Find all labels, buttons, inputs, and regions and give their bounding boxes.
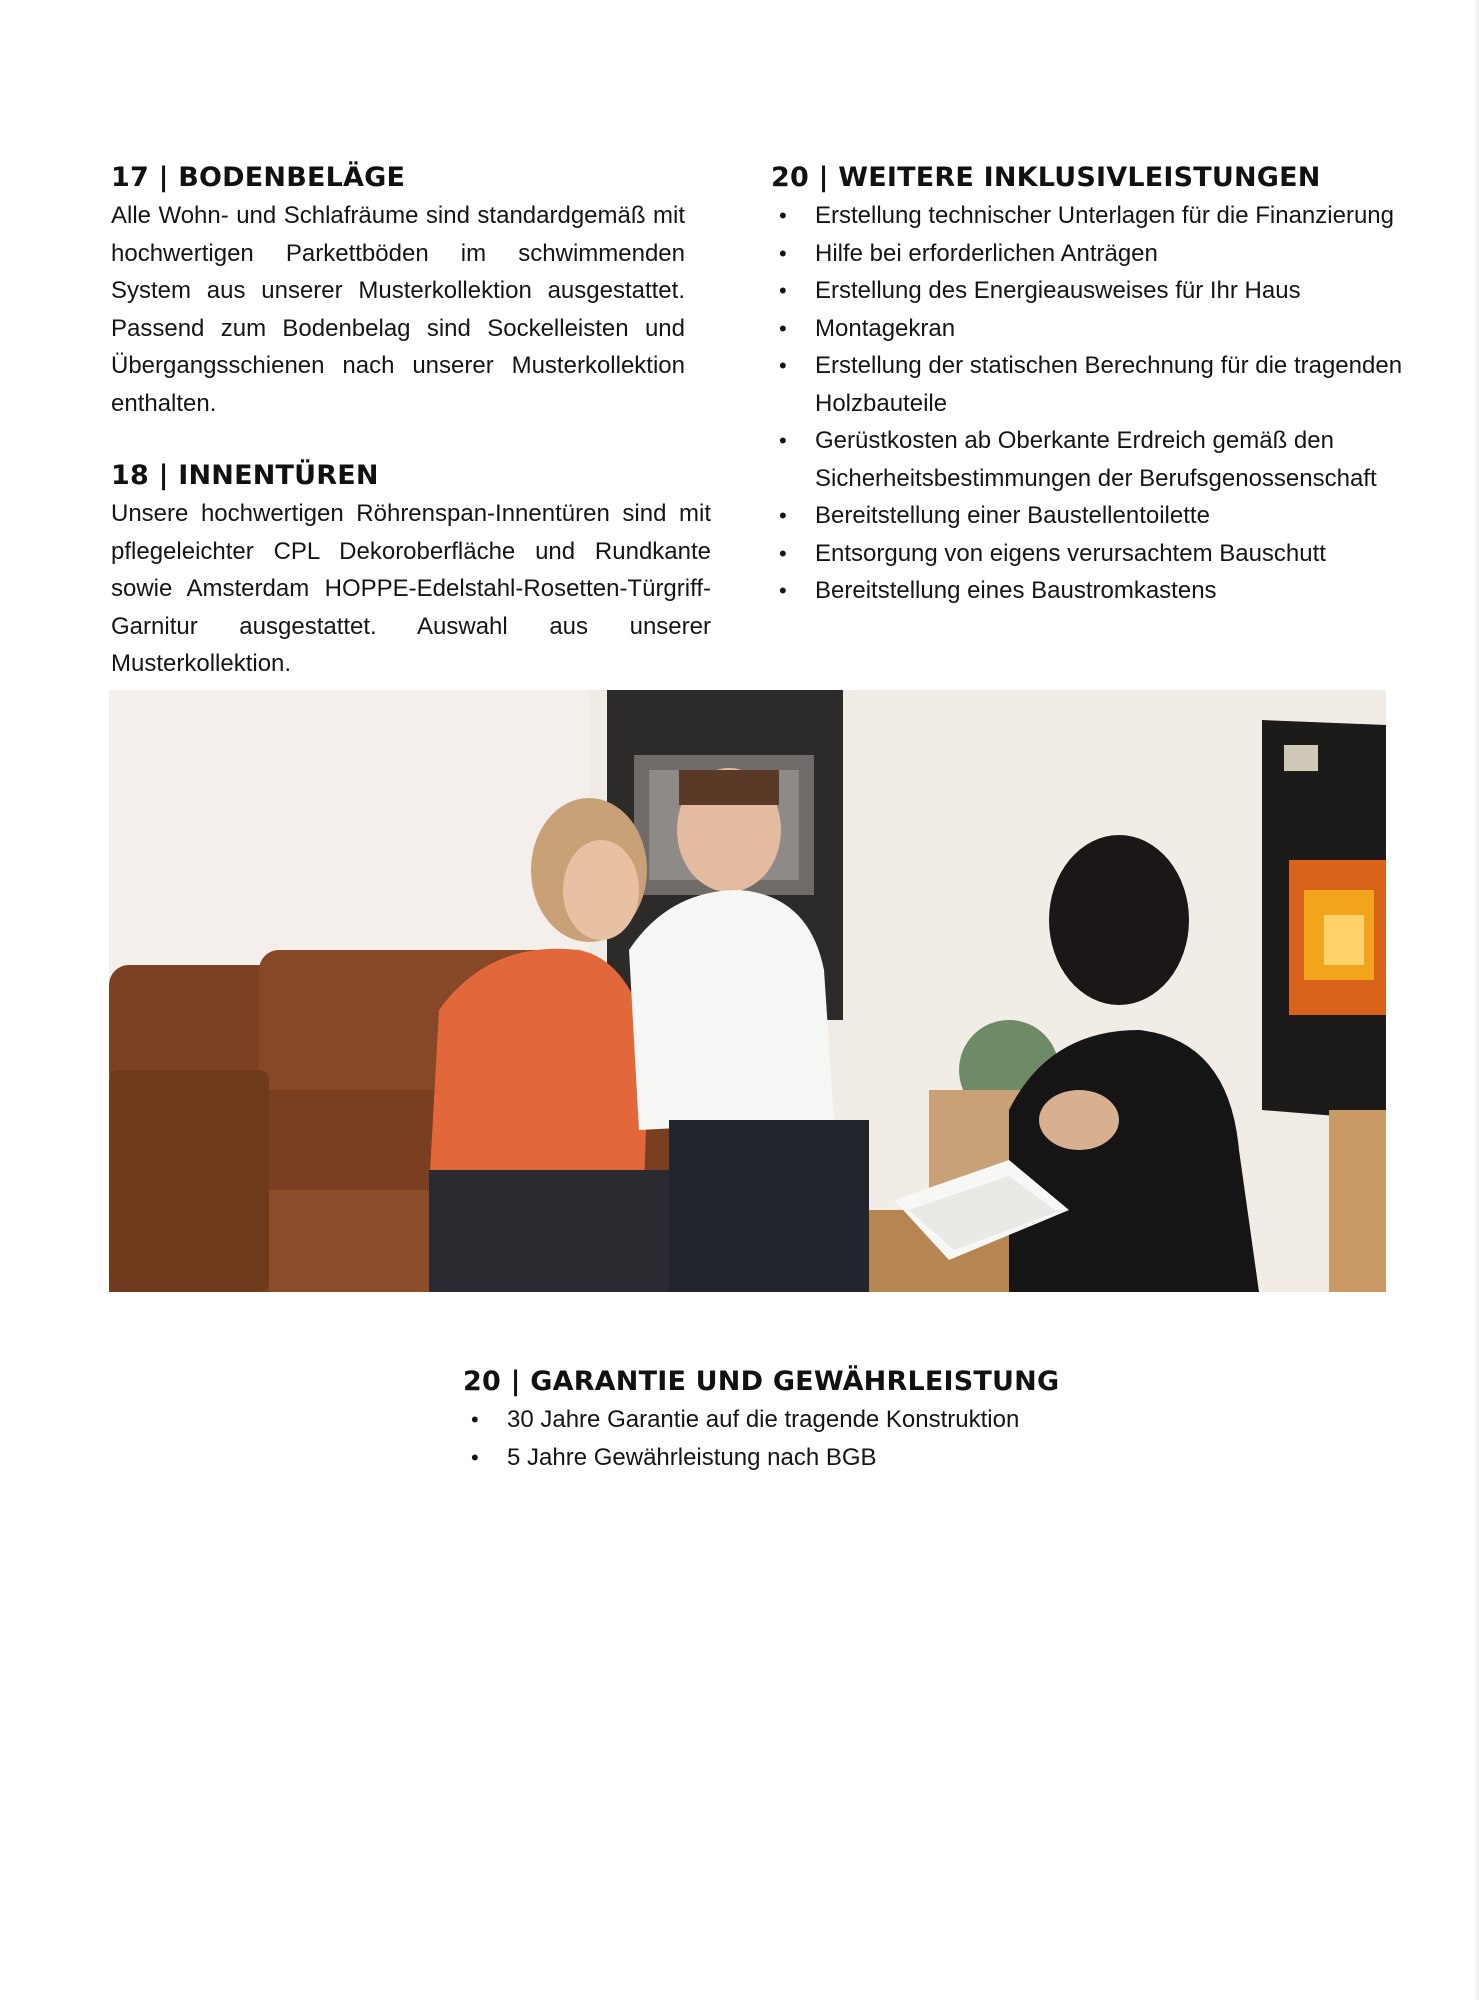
consultation-photo [109, 690, 1386, 1292]
text-line: Musterkollektion. [111, 650, 292, 677]
bullet-list [463, 1401, 1063, 1476]
list-item: • 5 Jahre Gewährleistung nach BGB [463, 1439, 1063, 1477]
text-line: mit pflegeleichter CPL Dekoroberfläche und Rundkante [111, 500, 712, 565]
text-line: Alle Wohn- und Schlafräume sind standardgemäß [111, 202, 646, 229]
list-item: • Bereitstellung einer Baustellentoilette [771, 497, 1411, 535]
section-bodenbelaege [111, 162, 685, 422]
section-heading: 20 | GARANTIE UND GEWÄHRLEISTUNG [463, 1366, 1060, 1397]
text-line: sowie Amsterdam HOPPE-Edelstahl-Rosetten-Türgriff- [111, 575, 711, 602]
bullet-icon: • [471, 1407, 479, 1432]
text-line: Übergangsschienen nach unserer Musterkollektion [111, 352, 685, 379]
list-item: • Erstellung technischer Unterlagen für die Finanzierung [771, 197, 1411, 235]
text-line: mit hochwertigen Parkettböden im schwimmenden [111, 202, 686, 267]
section-body [111, 495, 711, 683]
bullet-list [771, 197, 1411, 610]
bullet-icon: • [779, 278, 787, 303]
bullet-icon: • [779, 203, 787, 228]
section-innentueren [111, 460, 711, 683]
list-item: • Erstellung des Energieausweises für Ihr Haus [771, 272, 1411, 310]
bullet-icon: • [779, 540, 787, 566]
section-body [111, 197, 685, 422]
text-line: Passend zum Bodenbelag sind Sockelleisten und [111, 314, 685, 342]
list-item: • 30 Jahre Garantie auf die tragende Konstruktion [463, 1401, 1063, 1439]
bullet-icon: • [779, 503, 787, 528]
list-item: • Gerüstkosten ab Oberkante Erdreich gemäß den Sicherheitsbestimmungen der Berufsgenossenschaft [771, 422, 1411, 497]
text-line: System aus unserer Musterkollektion ausgestattet. [111, 277, 685, 304]
bullet-icon: • [779, 428, 787, 453]
bullet-icon: • [779, 353, 787, 378]
list-item: • Hilfe bei erforderlichen Anträgen [771, 235, 1411, 273]
text-line: enthalten. [111, 389, 217, 417]
text-line: Garnitur ausgestattet. Auswahl aus unserer [111, 612, 711, 640]
section-garantie [463, 1366, 1063, 1476]
list-item: • Montagekran [771, 310, 1411, 348]
bullet-icon: • [779, 240, 787, 266]
list-item: • Erstellung der statischen Berechnung für die tragenden Holzbauteile [771, 347, 1411, 422]
section-heading: 17 | BODENBELÄGE [111, 162, 406, 193]
section-heading: 20 | WEITERE INKLUSIVLEISTUNGEN [771, 162, 1321, 193]
list-item: • Bereitstellung eines Baustromkastens [771, 572, 1411, 610]
bullet-icon: • [471, 1444, 479, 1470]
bullet-icon: • [779, 578, 787, 603]
list-item: • Entsorgung von eigens verursachtem Bauschutt [771, 535, 1411, 573]
text-line: Unsere hochwertigen Röhrenspan-Innentüren sind [111, 500, 667, 527]
section-inklusivleistungen [771, 162, 1411, 610]
bullet-icon: • [779, 315, 787, 341]
page-edge-shadow [1473, 0, 1479, 2000]
section-heading: 18 | INNENTÜREN [111, 460, 379, 491]
